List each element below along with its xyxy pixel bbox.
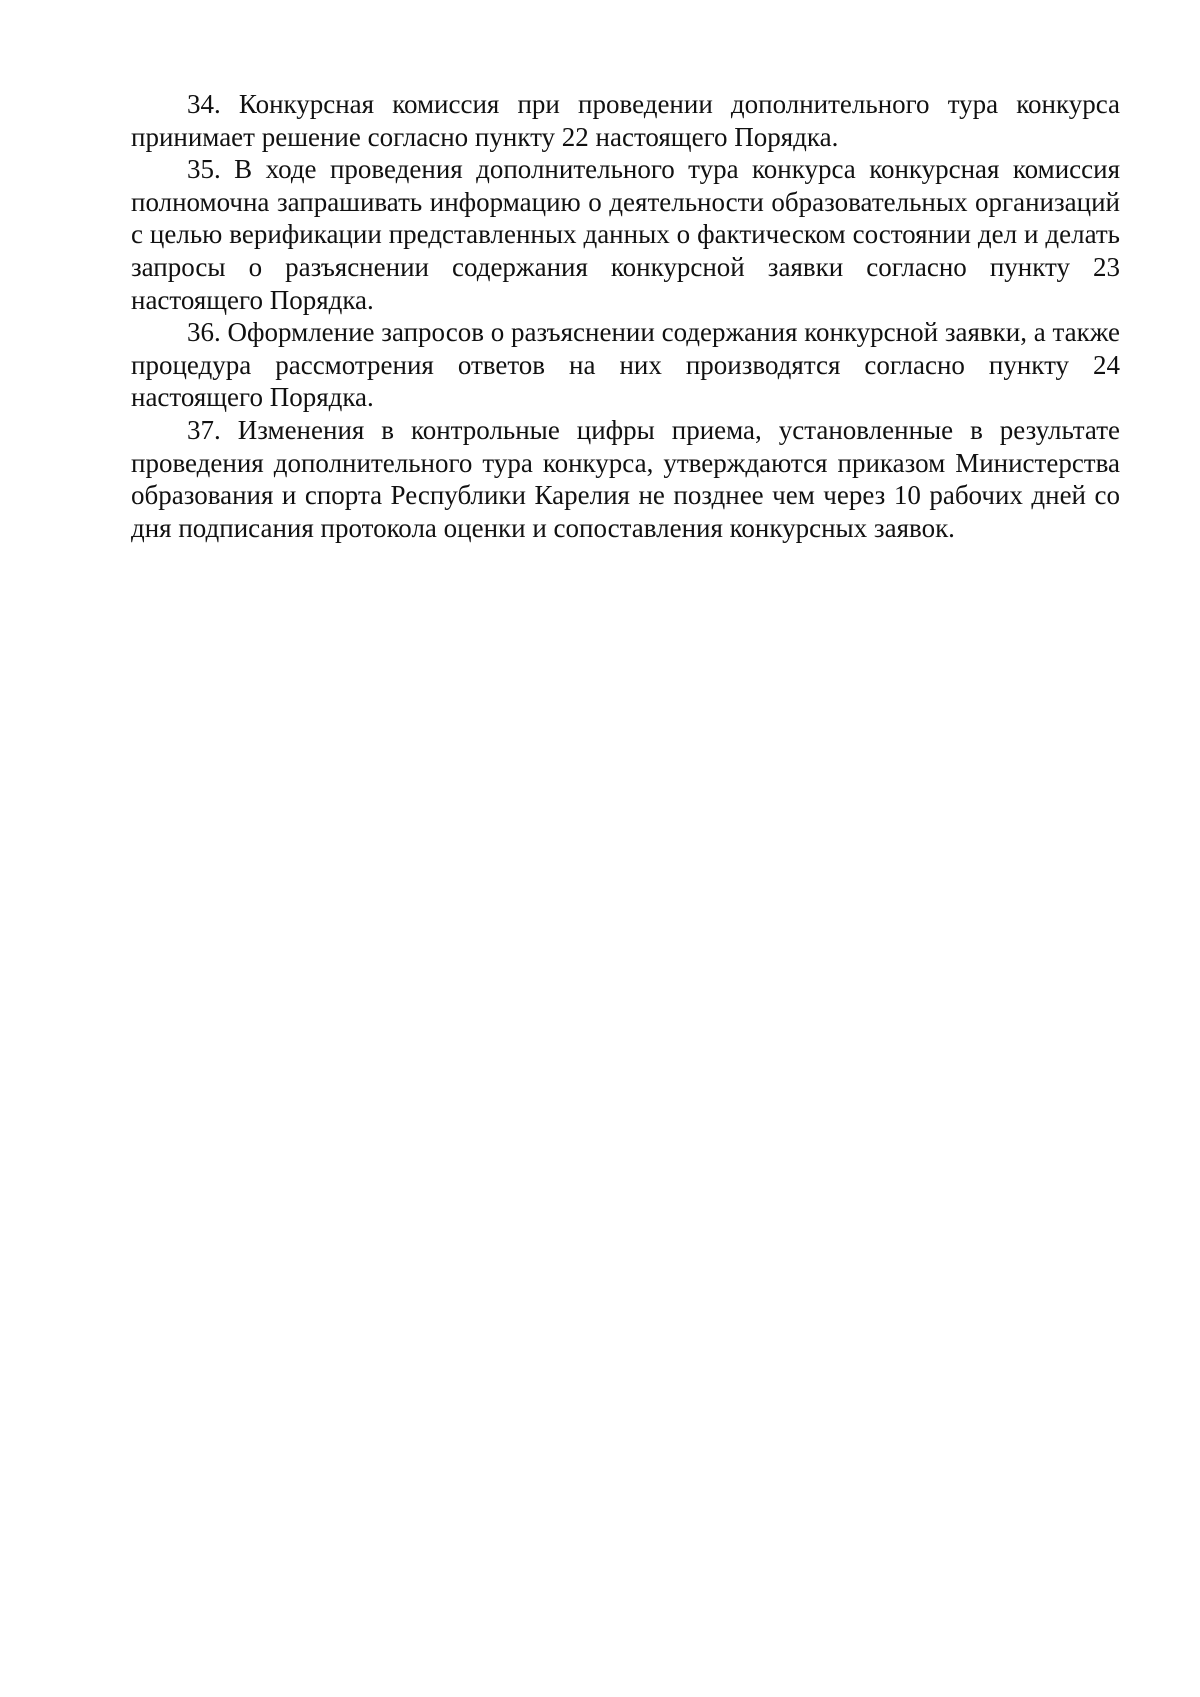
document-body: [131, 88, 1120, 544]
paragraph-37: 37. Изменения в контрольные цифры приема, установленные в результате проведения дополнительного тура конкурса, утверждаются приказом Министерства образования и спорта Республики Карелия не позднее чем через 10 рабочих дней со дня подписания протокола оценки и сопоставления конкурсных заявок.: [131, 414, 1120, 543]
paragraph-36: 36. Оформление запросов о разъяснении содержания конкурсной заявки, а также процедура рассмотрения ответов на них производятся согласно пункту 24 настоящего Порядка.: [131, 317, 1120, 413]
paragraph-34: 34. Конкурсная комиссия при проведении дополнительного тура конкурса принимает решение согласно пункту 22 настоящего Порядка.: [131, 89, 1120, 152]
paragraph-35: 35. В ходе проведения дополнительного тура конкурса конкурсная комиссия полномочна запрашивать информацию о деятельности образовательных организаций с целью верификации представленных данных о фактическом состоянии дел и делать запросы о разъяснении содержания конкурсной заявки согласно пункту 23 настоящего Порядка.: [131, 154, 1120, 315]
